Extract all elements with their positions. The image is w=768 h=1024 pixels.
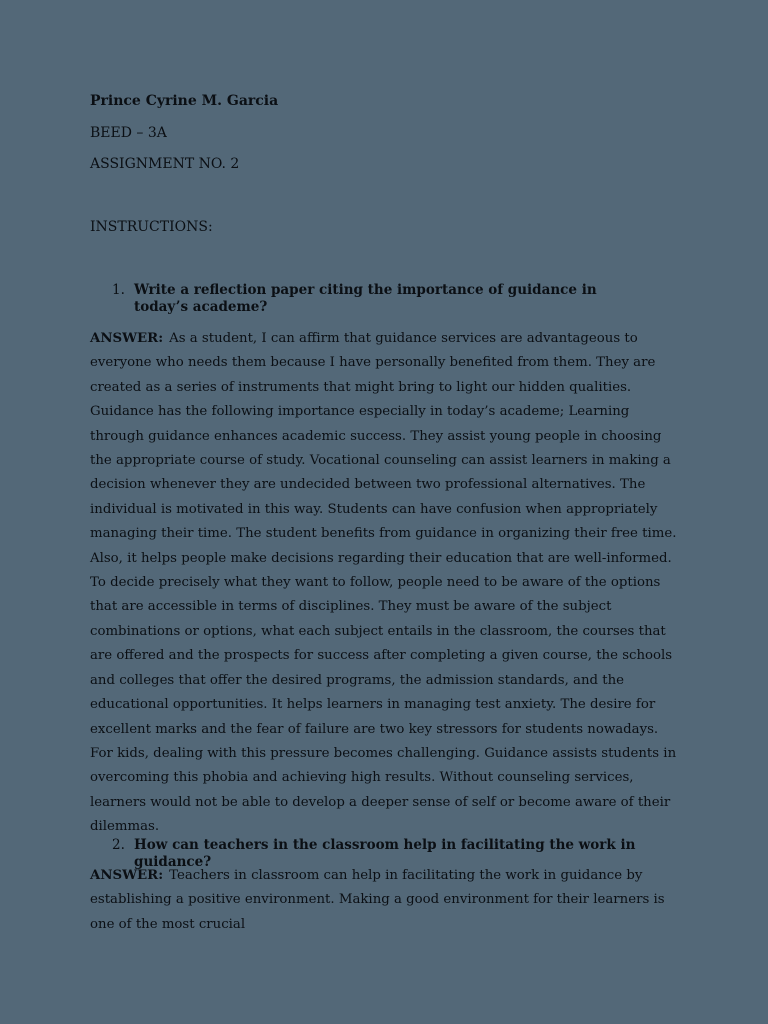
question-1-text: Write a reflection paper citing the importance of guidance in today’s academe? [134,282,597,315]
question-2-text: How can teachers in the classroom help in facilitating the work in guidance? [134,837,636,870]
course-section: BEED – 3A [90,125,167,141]
instructions-heading: INSTRUCTIONS: [90,219,213,235]
question-1-number: 1. [112,282,125,298]
question-2-number: 2. [112,837,125,853]
answer-1-label: ANSWER: [90,331,164,346]
answer-1 [90,327,684,840]
student-name: Prince Cyrine M. Garcia [90,93,279,109]
answer-2 [90,864,684,937]
assignment-number: ASSIGNMENT NO. 2 [90,156,240,172]
answer-2-text: Teachers in classroom can help in facilitating the work in guidance by establishing a positive environment. Making a good environment for their learners is one of the most crucial [90,868,665,932]
question-1 [112,282,652,316]
answer-1-text: As a student, I can affirm that guidance services are advantageous to everyone who needs them because I have personally benefited from them. They are created as a series of instruments that might bring to light our hidden qualities. Guidance has the following importance especially in today’s academe; Learning through guidance enhances academic success. They assist young people in choosing the appropriate course of study. Vocational counseling can assist learners in making a decision whenever they are undecided between two professional alternatives. The individual is motivated in this way. Students can have confusion when appropriately managing their time. The student benefits from guidance in organizing their free time. Also, it helps people make decisions regarding their education that are well-informed. To decide precisely what they want to follow, people need to be aware of the options that are accessible in terms of disciplines. They must be aware of the subject combinations or options, what each subject entails in the classroom, the courses that are offered and the prospects for success after completing a given course, the schools and colleges that offer the desired programs, the admission standards, and the educational opportunities. It helps learners in managing test anxiety. The desire for excellent marks and the fear of failure are two key stressors for students nowadays. For kids, dealing with this pressure becomes challenging. Guidance assists students in overcoming this phobia and achieving high results. Without counseling services, learners would not be able to develop a deeper sense of self or become aware of their dilemmas. [90,331,677,835]
answer-2-label: ANSWER: [90,868,164,883]
